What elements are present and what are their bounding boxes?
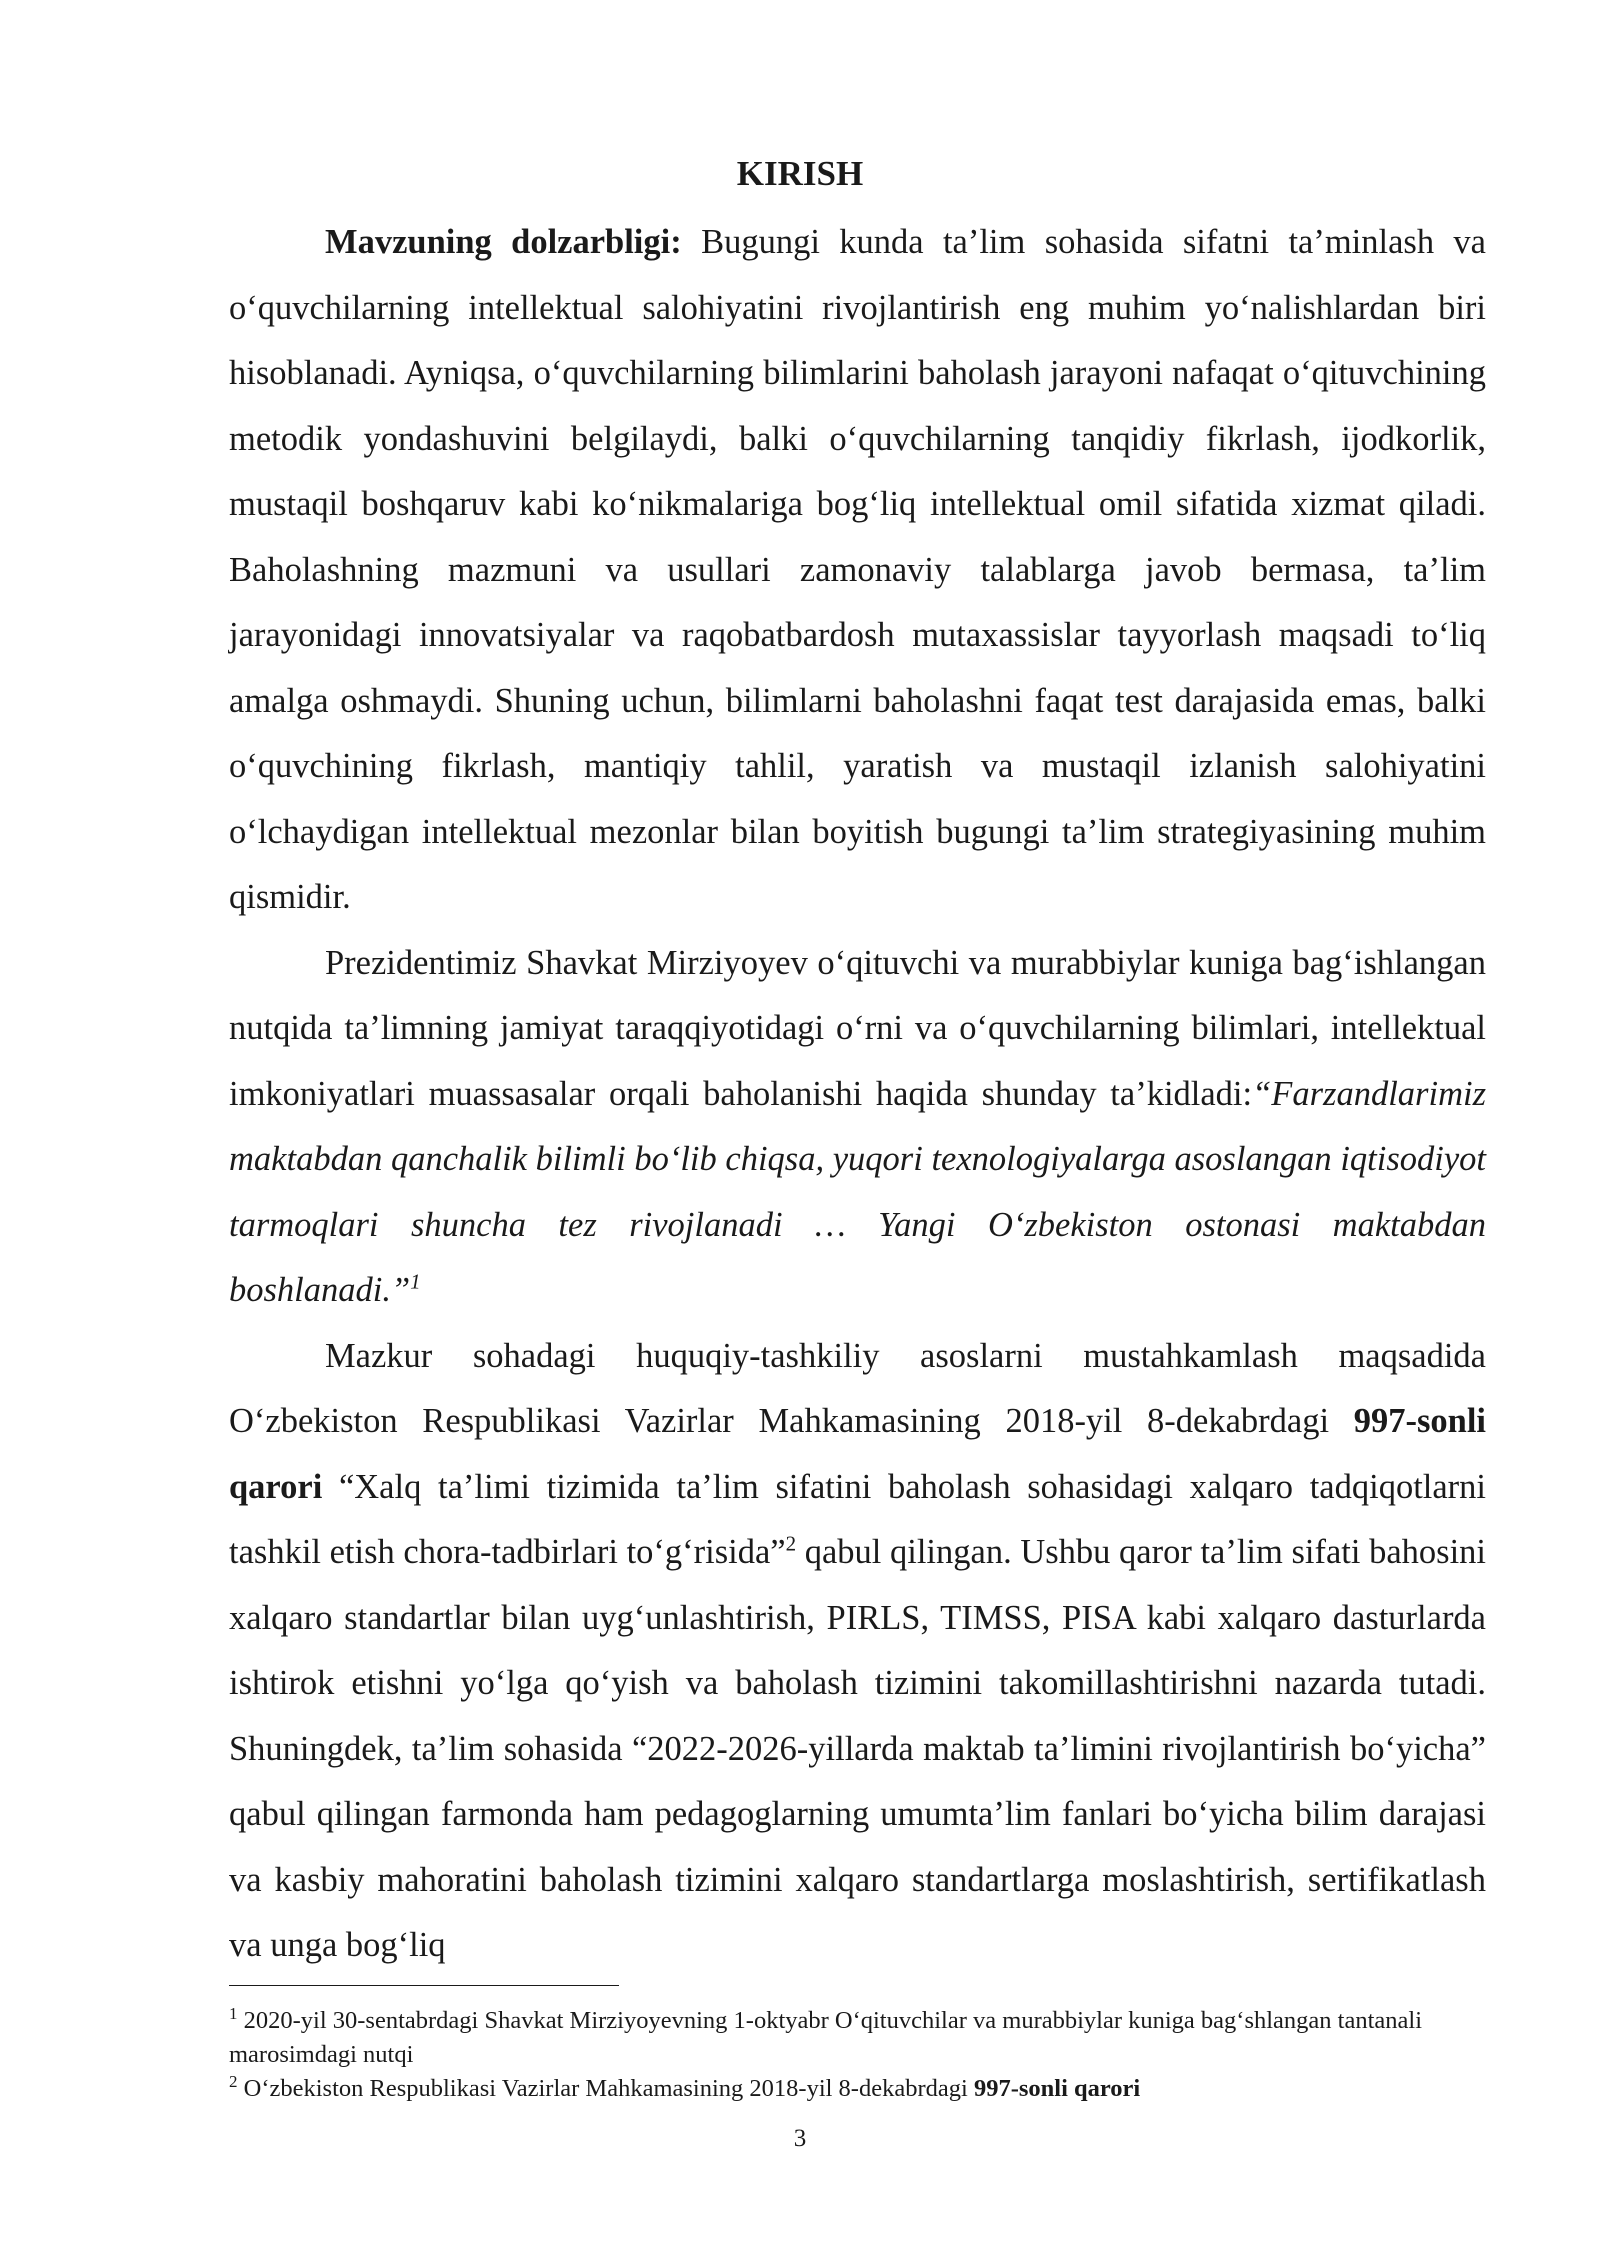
paragraph-president: [229, 931, 1486, 1324]
footnotes: [229, 2004, 1486, 2106]
footnote-separator: [229, 1985, 619, 1986]
footnote-number: 1: [229, 2003, 238, 2023]
paragraph-text: Prezidentimiz Shavkat Mirziyoyev o‘qituvchi va murabbiylar kuniga bag‘ishlangan nutqida ta’limning jamiyat taraqqiyotidagi o‘rni va o‘quvchilarning bilimlari, intellektual imkoniyatlari muassasalar orqali baholanishi haqida shunday ta’kidladi:: [229, 943, 1486, 1113]
lead-term: Mavzuning dolzarbligi:: [325, 223, 682, 261]
quotation: “Farzandlarimiz maktabdan qanchalik bilimli bo‘lib chiqsa, yuqori texnologiyalarga asoslangan iqtisodiyot tarmoqlari shuncha tez rivojlanadi … Yangi O‘zbekiston ostonasi maktabdan boshlanadi.”: [229, 1074, 1486, 1309]
page-number: 3: [793, 2125, 807, 2152]
footnote-ref-2[interactable]: 2: [785, 1531, 797, 1556]
footnote-ref-1[interactable]: 1: [410, 1269, 421, 1294]
paragraph-text: “Xalq ta’limi tizimida ta’lim sifatini baholash sohasidagi xalqaro tadqiqotlarni tashkil etish chora-tadbirlari to‘g‘risida”: [229, 1467, 1486, 1571]
footnote-1: [229, 2004, 1486, 2072]
decree-number: 997-sonli qarori: [229, 1402, 1486, 1506]
footnote-2: [229, 2072, 1486, 2106]
footnote-text: 2020-yil 30-sentabrdagi Shavkat Mirziyoyevning 1-oktyabr O‘qituvchilar va murabbiylar kuniga bag‘shlangan tantanali marosimdagi nutqi: [229, 2007, 1423, 2068]
paragraph-relevance: [229, 210, 1486, 931]
paragraph-text: qabul qilingan. Ushbu qaror ta’lim sifati bahosini xalqaro standartlar bilan uyg‘unlashtirish, PIRLS, TIMSS, PISA kabi xalqaro dasturlarda ishtirok etishni yo‘lga qo‘yish va baholash tizimini takomillashtirishni nazarda tutadi. Shuningdek, ta’lim sohasida “2022-2026-yillarda maktab ta’limini rivojlantirish bo‘yicha” qabul qilingan farmonda ham pedagoglarning umumta’lim fanlari bo‘yicha bilim darajasi va kasbiy mahoratini baholash tizimini xalqaro standartlarga moslashtirish, sertifikatlash va unga bog‘liq: [229, 1533, 1486, 1964]
section-heading: KIRISH: [736, 154, 864, 193]
paragraph-text: Mazkur sohadagi huquqiy-tashkiliy asoslarni mustahkamlash maqsadida O‘zbekiston Respublikasi Vazirlar Mahkamasining 2018-yil 8-dekabrdagi: [229, 1336, 1486, 1440]
paragraph-legal: [229, 1324, 1486, 1979]
footnote-number: 2: [229, 2071, 238, 2091]
paragraph-text: Bugungi kunda ta’lim sohasida sifatni ta’minlash va o‘quvchilarning intellektual salohiyatini rivojlantirish eng muhim yo‘nalishlardan biri hisoblanadi. Ayniqsa, o‘quvchilarning bilimlarini baholash jarayoni nafaqat o‘qituvchining metodik yondashuvini belgilaydi, balki o‘quvchilarning tanqidiy fikrlash, ijodkorlik, mustaqil boshqaruv kabi ko‘nikmalariga bog‘liq intellektual omil sifatida xizmat qiladi. Baholashning mazmuni va usullari zamonaviy talablarga javob bermasa, ta’lim jarayonidagi innovatsiyalar va raqobatbardosh mutaxassislar tayyorlash maqsadi to‘liq amalga oshmaydi. Shuning uchun, bilimlarni baholashni faqat test darajasida emas, balki o‘quvchining fikrlash, mantiqiy tahlil, yaratish va mustaqil izlanish salohiyatini o‘lchaydigan intellektual mezonlar bilan boyitish bugungi ta’lim strategiyasining muhim qismidir.: [229, 223, 1486, 916]
body-text: [229, 210, 1486, 1979]
footnote-text: O‘zbekiston Respublikasi Vazirlar Mahkamasining 2018-yil 8-dekabrdagi: [237, 2075, 974, 2102]
footnote-bold: 997-sonli qarori: [973, 2075, 1141, 2102]
